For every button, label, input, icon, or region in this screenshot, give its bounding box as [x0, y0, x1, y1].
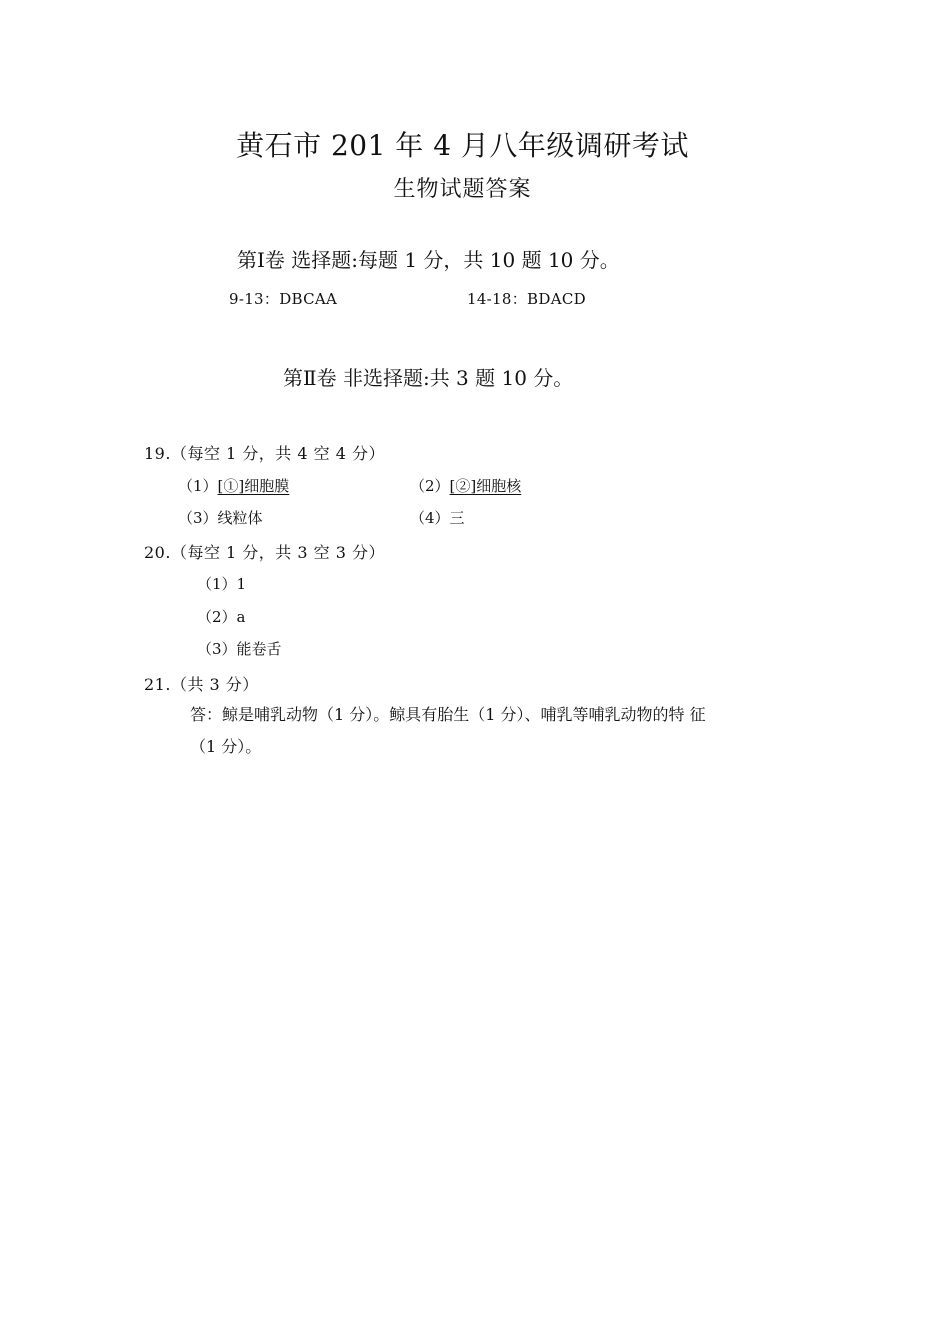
q19-item-2	[410, 475, 521, 496]
item-answer: 1	[236, 575, 247, 593]
question-19-heading: 19.（每空 1 分，共 4 空 4 分）	[144, 444, 386, 463]
item-number: （2）	[197, 608, 237, 626]
item-answer: [②]细胞核	[449, 477, 522, 495]
item-number: （3）	[178, 509, 218, 527]
q19-item-3	[178, 507, 263, 528]
q21-answer-line-2: （1 分）。	[190, 737, 262, 756]
q20-item-3	[197, 638, 282, 659]
item-number: （4）	[410, 509, 450, 527]
part1-answer-group: 9-13：DBCAA	[229, 290, 338, 308]
part1-heading: 第Ⅰ卷 选择题:每题 1 分，共 10 题 10 分。	[237, 248, 620, 272]
item-answer: a	[236, 608, 246, 626]
document-title: 黄石市 201 年 4 月八年级调研考试	[236, 129, 689, 162]
document-subtitle: 生物试题答案	[393, 177, 532, 202]
item-number: （3）	[197, 640, 237, 658]
part2-heading: 第Ⅱ卷 非选择题:共 3 题 10 分。	[283, 366, 574, 390]
item-answer: 三	[449, 509, 465, 527]
item-answer: 线粒体	[217, 509, 263, 527]
item-answer: 能卷舌	[236, 640, 282, 658]
q20-item-1	[197, 573, 246, 594]
item-number: （1）	[197, 575, 237, 593]
item-number: （1）	[178, 477, 218, 495]
q19-item-1	[178, 475, 289, 496]
question-21-heading: 21.（共 3 分）	[144, 675, 259, 694]
q20-item-2	[197, 606, 246, 627]
question-20-heading: 20.（每空 1 分，共 3 空 3 分）	[144, 543, 386, 562]
item-number: （2）	[410, 477, 450, 495]
part1-answer-group: 14-18：BDACD	[467, 290, 586, 308]
q21-answer-line-1: 答：鲸是哺乳动物（1 分）。鲸具有胎生（1 分）、哺乳等哺乳动物的特 征	[190, 705, 706, 724]
q19-item-4	[410, 507, 465, 528]
item-answer: [①]细胞膜	[217, 477, 290, 495]
